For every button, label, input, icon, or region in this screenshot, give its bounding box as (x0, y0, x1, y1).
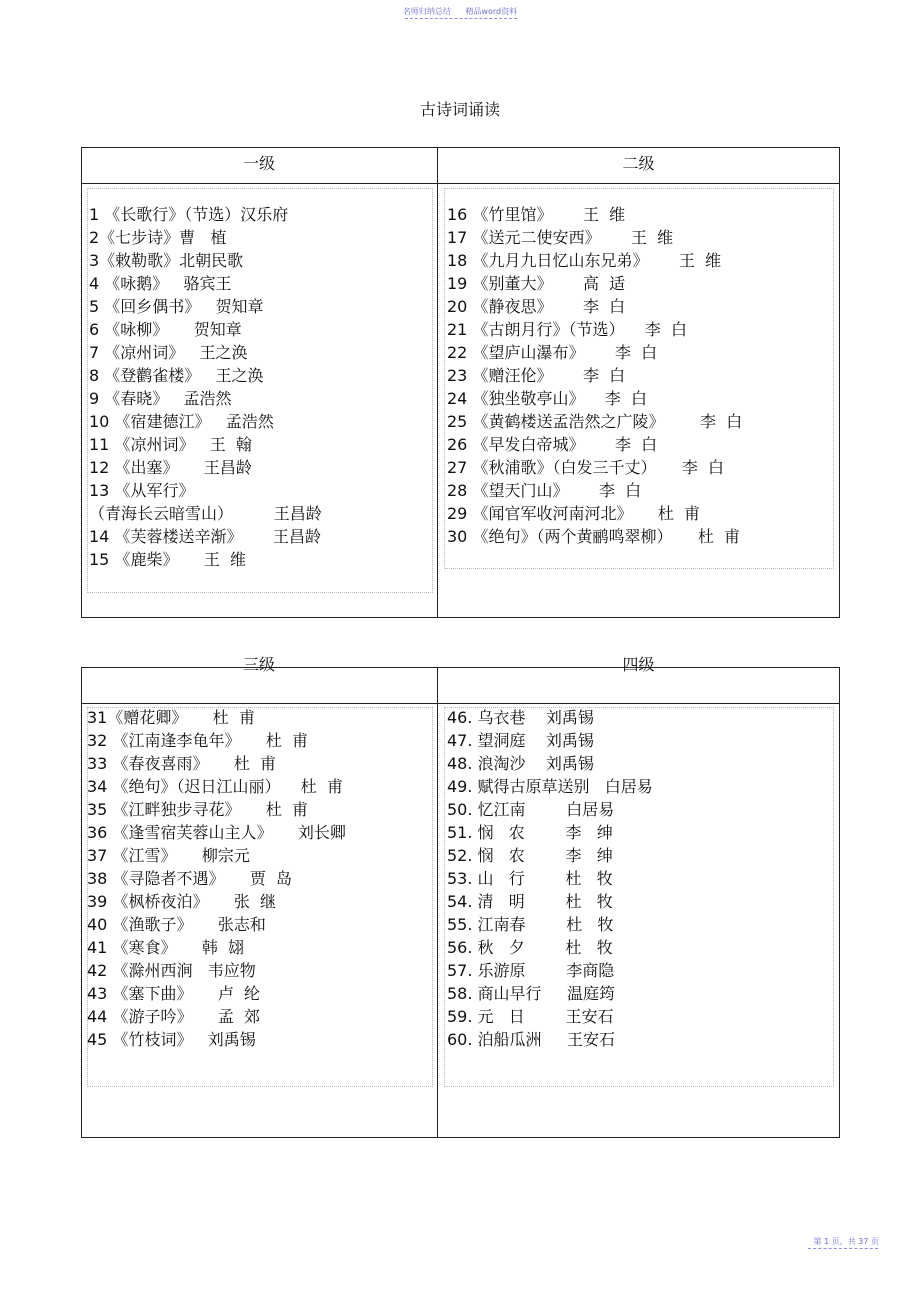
list-item: 47. 望洞庭 刘禹锡 (447, 731, 594, 750)
footer-divider (808, 1248, 878, 1249)
list-item: 1 《长歌行》（节选）汉乐府 (89, 205, 289, 224)
list-item: 50. 忆江南 白居易 (447, 800, 615, 819)
list-item: 2《七步诗》曹 植 (89, 228, 227, 247)
list-item: 3《敕勒歌》北朝民歌 (89, 251, 244, 270)
level4-heading: 四级 (622, 655, 655, 674)
list-item: 42 《滁州西涧 韦应物 (87, 961, 256, 980)
list-item: 22 《望庐山瀑布》 李 白 (447, 343, 658, 362)
list-item: 48. 浪淘沙 刘禹锡 (447, 754, 594, 773)
table-bottom-header-divider (81, 703, 840, 704)
list-item: 13 《从军行》 (89, 481, 195, 500)
level3-poem-list (87, 706, 346, 1051)
list-item: 55. 江南春 杜 牧 (447, 915, 614, 934)
list-item: 11 《凉州词》 王 翰 (89, 435, 252, 454)
list-item: 45 《竹枝词》 刘禹锡 (87, 1030, 256, 1049)
list-item: 5 《回乡偶书》 贺知章 (89, 297, 264, 316)
table-top-column-divider (437, 147, 438, 618)
list-item: 53. 山 行 杜 牧 (447, 869, 613, 888)
header-left-text: 名师归纳总结 (402, 7, 451, 16)
list-item: 25 《黄鹤楼送孟浩然之广陵》 李 白 (447, 412, 743, 431)
list-item: 20 《静夜思》 李 白 (447, 297, 626, 316)
list-item: 58. 商山早行 温庭筠 (447, 984, 615, 1003)
list-item: 24 《独坐敬亭山》 李 白 (447, 389, 647, 408)
list-item: 49. 赋得古原草送别 白居易 (447, 777, 653, 796)
list-item: 60. 泊船瓜洲 王安石 (447, 1030, 615, 1049)
header-right-text: 精品word资料 (465, 7, 518, 16)
list-item: （青海长云暗雪山） 王昌龄 (89, 504, 322, 523)
list-item: 17 《送元二使安西》 王 维 (447, 228, 674, 247)
list-item: 8 《登鹳雀楼》 王之涣 (89, 366, 264, 385)
list-item: 21 《古朗月行》（节选） 李 白 (447, 320, 687, 339)
table-top-header-divider (81, 183, 840, 184)
list-item: 27 《秋浦歌》（白发三千丈） 李 白 (447, 458, 725, 477)
list-item: 6 《咏柳》 贺知章 (89, 320, 242, 339)
page-title: 古诗词诵读 (419, 100, 500, 119)
list-item: 4 《咏鹅》 骆宾王 (89, 274, 232, 293)
list-item: 36 《逢雪宿芙蓉山主人》 刘长卿 (87, 823, 346, 842)
level1-heading: 一级 (242, 154, 275, 173)
list-item: 39 《枫桥夜泊》 张 继 (87, 892, 277, 911)
list-item: 19 《别董大》 高 适 (447, 274, 626, 293)
list-item: 16 《竹里馆》 王 维 (447, 205, 626, 224)
page-number: 第 1 页，共 37 页 (813, 1237, 879, 1246)
list-item: 38 《寻隐者不遇》 贾 岛 (87, 869, 293, 888)
list-item: 54. 清 明 杜 牧 (447, 892, 613, 911)
table-bottom-column-divider (437, 667, 438, 1138)
list-item: 51. 悯 农 李 绅 (447, 823, 613, 842)
list-item: 57. 乐游原 李商隐 (447, 961, 615, 980)
list-item: 7 《凉州词》 王之涣 (89, 343, 248, 362)
list-item: 52. 悯 农 李 绅 (447, 846, 613, 865)
list-item: 30 《绝句》（两个黄鹂鸣翠柳） 杜 甫 (447, 527, 741, 546)
list-item: 14 《芙蓉楼送辛渐》 王昌龄 (89, 527, 321, 546)
list-item: 41 《寒食》 韩 翃 (87, 938, 245, 957)
page-header (0, 6, 920, 17)
list-item: 56. 秋 夕 杜 牧 (447, 938, 613, 957)
list-item: 18 《九月九日忆山东兄弟》 王 维 (447, 251, 722, 270)
list-item: 15 《鹿柴》 王 维 (89, 550, 247, 569)
list-item: 44 《游子吟》 孟 郊 (87, 1007, 261, 1026)
list-item: 9 《春晓》 孟浩然 (89, 389, 232, 408)
list-item: 32 《江南逢李龟年》 杜 甫 (87, 731, 309, 750)
list-item: 37 《江雪》 柳宗元 (87, 846, 250, 865)
list-item: 43 《塞下曲》 卢 纶 (87, 984, 261, 1003)
level1-poem-list (89, 203, 322, 571)
list-item: 31《赠花卿》 杜 甫 (87, 708, 255, 727)
list-item: 46. 乌衣巷 刘禹锡 (447, 708, 594, 727)
level2-poem-list (447, 203, 742, 548)
level3-heading: 三级 (242, 655, 275, 674)
level2-heading: 二级 (622, 154, 655, 173)
list-item: 29 《闻官军收河南河北》 杜 甫 (447, 504, 701, 523)
list-item: 59. 元 日 王安石 (447, 1007, 614, 1026)
header-divider (405, 18, 517, 19)
list-item: 26 《早发白帝城》 李 白 (447, 435, 658, 454)
list-item: 12 《出塞》 王昌龄 (89, 458, 252, 477)
list-item: 28 《望天门山》 李 白 (447, 481, 642, 500)
list-item: 33 《春夜喜雨》 杜 甫 (87, 754, 277, 773)
list-item: 23 《赠汪伦》 李 白 (447, 366, 626, 385)
list-item: 35 《江畔独步寻花》 杜 甫 (87, 800, 309, 819)
list-item: 34 《绝句》（迟日江山丽） 杜 甫 (87, 777, 343, 796)
list-item: 10 《宿建德江》 孟浩然 (89, 412, 274, 431)
level4-poem-list (447, 706, 653, 1051)
list-item: 40 《渔歌子》 张志和 (87, 915, 266, 934)
